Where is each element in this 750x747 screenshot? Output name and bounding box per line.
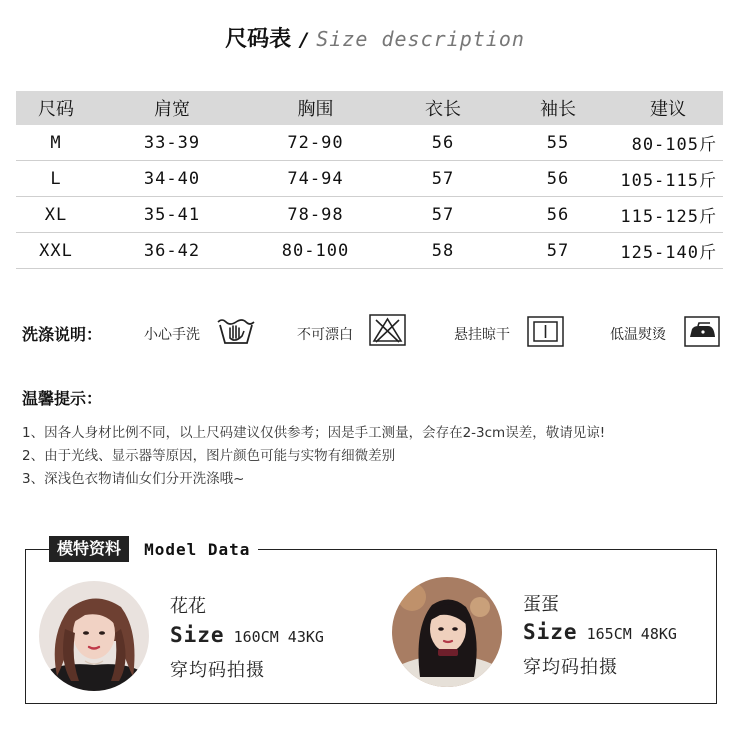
table-row xyxy=(16,161,723,197)
cell-length: 58 xyxy=(383,233,503,269)
model-size-1 xyxy=(170,623,324,647)
cell-size: L xyxy=(16,161,96,197)
header-suggest: 建议 xyxy=(613,91,723,125)
cell-size: M xyxy=(16,125,96,161)
model-name-1: 花花 xyxy=(170,596,206,617)
header-sleeve: 袖长 xyxy=(503,91,613,125)
cell-chest: 72-90 xyxy=(248,125,383,161)
tip-line-1: 1、因各人身材比例不同，以上尺码建议仅供参考；因是手工测量，会存在2-3cm误差，敬请见谅! xyxy=(22,425,606,441)
cell-sleeve: 56 xyxy=(503,161,613,197)
header-size: 尺码 xyxy=(16,91,96,125)
model-avatar-1 xyxy=(39,581,149,691)
model-badge: 模特资料 xyxy=(49,536,129,562)
model-size-word-1: Size xyxy=(170,623,225,647)
model-avatar-2 xyxy=(392,577,502,687)
size-table xyxy=(16,91,723,269)
no-bleach-icon xyxy=(369,314,406,350)
tips-title: 温馨提示： xyxy=(22,389,103,408)
cell-chest: 74-94 xyxy=(248,161,383,197)
size-table-header xyxy=(16,91,723,125)
hang-dry-icon xyxy=(527,316,564,351)
cell-suggest: 105-115斤 xyxy=(613,161,723,197)
tip-line-3: 3、深浅色衣物请仙女们分开洗涤哦~ xyxy=(22,471,245,487)
title-english: Size description xyxy=(316,27,525,51)
cell-sleeve: 56 xyxy=(503,197,613,233)
wash-label-no-bleach: 不可漂白 xyxy=(297,327,353,343)
title-chinese: 尺码表 xyxy=(225,27,292,52)
model-size-value-2: 165CM 48KG xyxy=(586,625,677,643)
model-note-1: 穿均码拍摄 xyxy=(170,660,265,681)
cell-sleeve: 55 xyxy=(503,125,613,161)
low-iron-icon xyxy=(684,316,720,351)
cell-chest: 80-100 xyxy=(248,233,383,269)
cell-suggest: 115-125斤 xyxy=(613,197,723,233)
cell-length: 57 xyxy=(383,161,503,197)
cell-sleeve: 57 xyxy=(503,233,613,269)
model-size-2 xyxy=(523,620,677,644)
cell-shoulder: 35-41 xyxy=(96,197,248,233)
cell-length: 57 xyxy=(383,197,503,233)
title-slash: / xyxy=(300,29,308,51)
tip-line-2: 2、由于光线、显示器等原因，图片颜色可能与实物有细微差别 xyxy=(22,448,396,464)
cell-shoulder: 36-42 xyxy=(96,233,248,269)
cell-size: XL xyxy=(16,197,96,233)
cell-suggest: 80-105斤 xyxy=(613,125,723,161)
washing-title: 洗涤说明： xyxy=(22,325,103,344)
table-row xyxy=(16,233,723,269)
cell-chest: 78-98 xyxy=(248,197,383,233)
table-row xyxy=(16,125,723,161)
model-note-2: 穿均码拍摄 xyxy=(523,657,618,678)
header-chest: 胸围 xyxy=(248,91,383,125)
model-name-2: 蛋蛋 xyxy=(523,594,559,615)
wash-label-low-iron: 低温熨烫 xyxy=(610,327,666,343)
wash-label-hand-wash: 小心手洗 xyxy=(144,327,200,343)
cell-shoulder: 33-39 xyxy=(96,125,248,161)
model-english-title: Model Data xyxy=(144,539,251,559)
header-shoulder: 肩宽 xyxy=(96,91,248,125)
model-data-header xyxy=(49,536,258,563)
page-title xyxy=(0,22,750,53)
table-row xyxy=(16,197,723,233)
model-size-value-1: 160CM 43KG xyxy=(233,628,324,646)
model-size-word-2: Size xyxy=(523,620,578,644)
cell-shoulder: 34-40 xyxy=(96,161,248,197)
cell-suggest: 125-140斤 xyxy=(613,233,723,269)
header-length: 衣长 xyxy=(383,91,503,125)
cell-length: 56 xyxy=(383,125,503,161)
wash-label-hang-dry: 悬挂晾干 xyxy=(454,327,510,343)
cell-size: XXL xyxy=(16,233,96,269)
hand-wash-icon xyxy=(216,316,256,350)
